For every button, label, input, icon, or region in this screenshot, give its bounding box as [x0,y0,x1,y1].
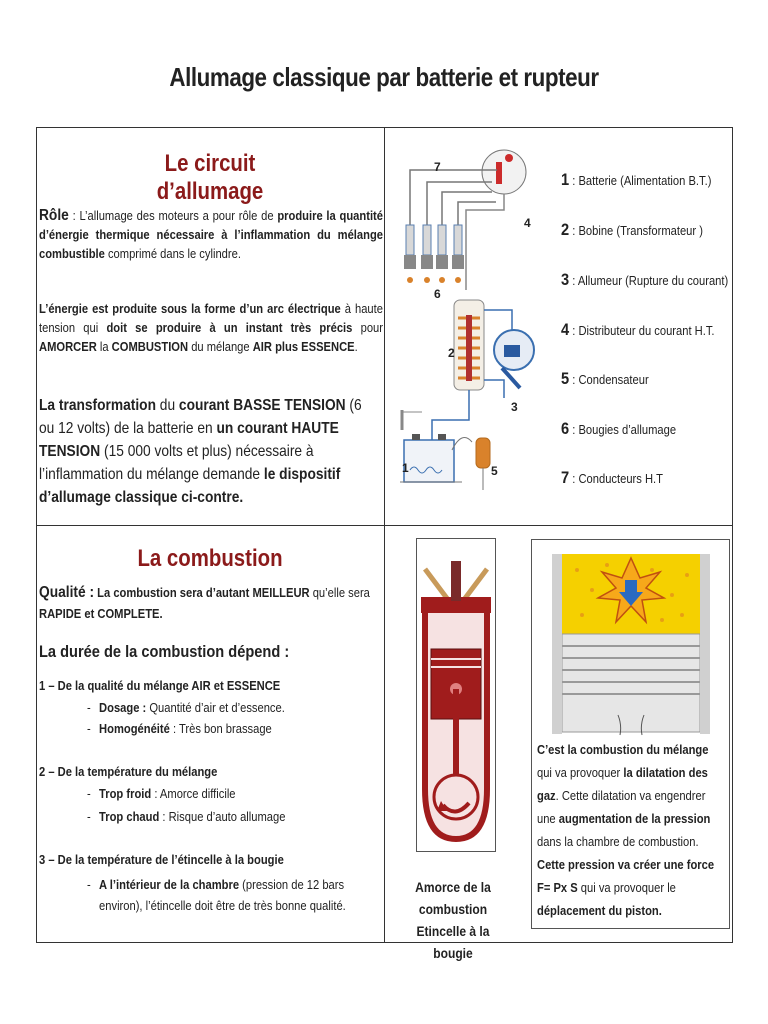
factor-1-title: 1 – De la qualité du mélange AIR et ESSENCE [39,678,281,693]
trans-bold-3: un courant HAUTE TENSION [39,420,339,460]
pressure-bold-4: Cette pression va créer une force F= Px S [537,857,715,895]
circuit-transformation-paragraph [39,394,376,509]
factor-2-title: 2 – De la température du mélange [39,764,218,779]
pressure-illustration [532,540,729,736]
legend-item-2: 2 : Bobine (Transformateur ) [561,220,703,239]
energy-text-4: du mélange [188,339,253,354]
energy-bold-3: AMORCER [39,339,97,354]
quality-bold-1: La combustion sera d’autant MEILLEUR [94,585,310,600]
pressure-text-3: dans la chambre de combustion. [537,834,699,849]
role-bold-1: produire la quantité d’énergie thermique nécessaire à l’inflammation du mélange combustible [39,208,383,261]
caption-line-1: Amorce de la combustion [415,879,491,917]
table-vertical-divider [384,127,385,943]
circuit-heading: Le circuit d’allumage [156,150,264,205]
circuit-role-paragraph [39,206,383,263]
energy-bold-5: AIR plus ESSENCE [252,339,355,354]
trans-text-2: (6 ou 12 volts) de la batterie en [39,397,362,437]
diagram-number-1: 1 [402,461,409,475]
factor-1-item-dosage: - Dosage : Quantité d’air et d’essence. [87,700,285,715]
legend-item-1: 1 : Batterie (Alimentation B.T.) [561,170,712,189]
trans-text-1: du [155,397,179,414]
energy-bold-2: doit se produire à un instant très précis [106,320,353,335]
legend-item-6: 6 : Bougies d’allumage [561,419,677,438]
table-horizontal-divider [36,525,733,526]
factor-3-title: 3 – De la température de l’étincelle à la bougie [39,852,284,867]
energy-text-2: pour [352,320,383,335]
legend-item-4: 4 : Distributeur du courant H.T. [561,320,715,339]
factor-2-item-chaud: - Trop chaud : Risque d’auto allumage [87,809,286,824]
ignition-circuit-diagram [392,140,542,512]
role-label: Rôle [39,207,69,224]
pressure-bold-1: C’est la combustion du mélange [537,742,709,757]
caption-line-2: Etincelle à la bougie [416,923,490,961]
combustion-quality-paragraph [39,582,379,624]
role-text-2: comprimé dans le cylindre. [104,246,241,261]
quality-bold-2: RAPIDE et COMPLETE. [39,606,163,621]
diagram-number-3: 3 [511,400,518,414]
combustion-heading: La combustion [137,545,283,572]
pressure-bold-3: augmentation de la pression [558,811,711,826]
diagram-number-5: 5 [491,464,498,478]
role-text-1: : L’allumage des moteurs a pour rôle de [68,208,278,223]
quality-label: Qualité : [39,584,95,601]
factor-1-item-homogeneite: - Homogénéité : Très bon brassage [87,721,272,736]
energy-text-1: à haute tension qui [39,301,383,335]
diagram-number-7: 7 [434,160,441,174]
pressure-bold-2: la dilatation des gaz [537,765,708,803]
quality-text-1: qu’elle sera [309,585,370,600]
diagram-number-2: 2 [448,346,455,360]
energy-bold-4: COMBUSTION [111,339,189,354]
energy-bold-1: L’énergie est produite sous la forme d’un arc électrique [39,301,341,316]
energy-text-3: la [96,339,112,354]
diagram-number-6: 6 [434,287,441,301]
pressure-text-1: qui va provoquer [537,765,624,780]
pressure-text-2: . Cette dilatation va engendrer une [537,788,706,826]
pressure-bold-5: déplacement du piston. [537,903,662,918]
trans-text-3: (15 000 volts et plus) nécessaire à l’inflammation du mélange demande [39,443,314,483]
factor-2-item-froid: - Trop froid : Amorce difficile [87,786,236,801]
pressure-text-4: qui va provoquer le [577,880,676,895]
energy-text-5: . [354,339,358,354]
trans-bold-2: courant BASSE TENSION [178,397,346,414]
legend-item-7: 7 : Conducteurs H.T [561,468,663,487]
factor-3-item-chambre: - A l’intérieur de la chambre (pression de 12 bars environ), l’étincelle doit être de très bonne qualité. [87,877,346,913]
trans-bold-4: le dispositif d’allumage classique ci-contre. [39,466,341,506]
diagram-number-4: 4 [524,216,531,230]
page-title: Allumage classique par batterie et rupteur [169,62,599,92]
left-figure-caption [395,876,510,964]
spark-ignition-illustration [416,538,496,852]
trans-bold-1: La transformation [39,397,156,414]
combustion-duration-heading: La durée de la combustion dépend : [39,642,290,661]
circuit-energy-paragraph [39,299,383,356]
pressure-caption [537,738,718,922]
legend-item-3: 3 : Allumeur (Rupture du courant) [561,270,729,289]
legend-item-5: 5 : Condensateur [561,369,649,388]
